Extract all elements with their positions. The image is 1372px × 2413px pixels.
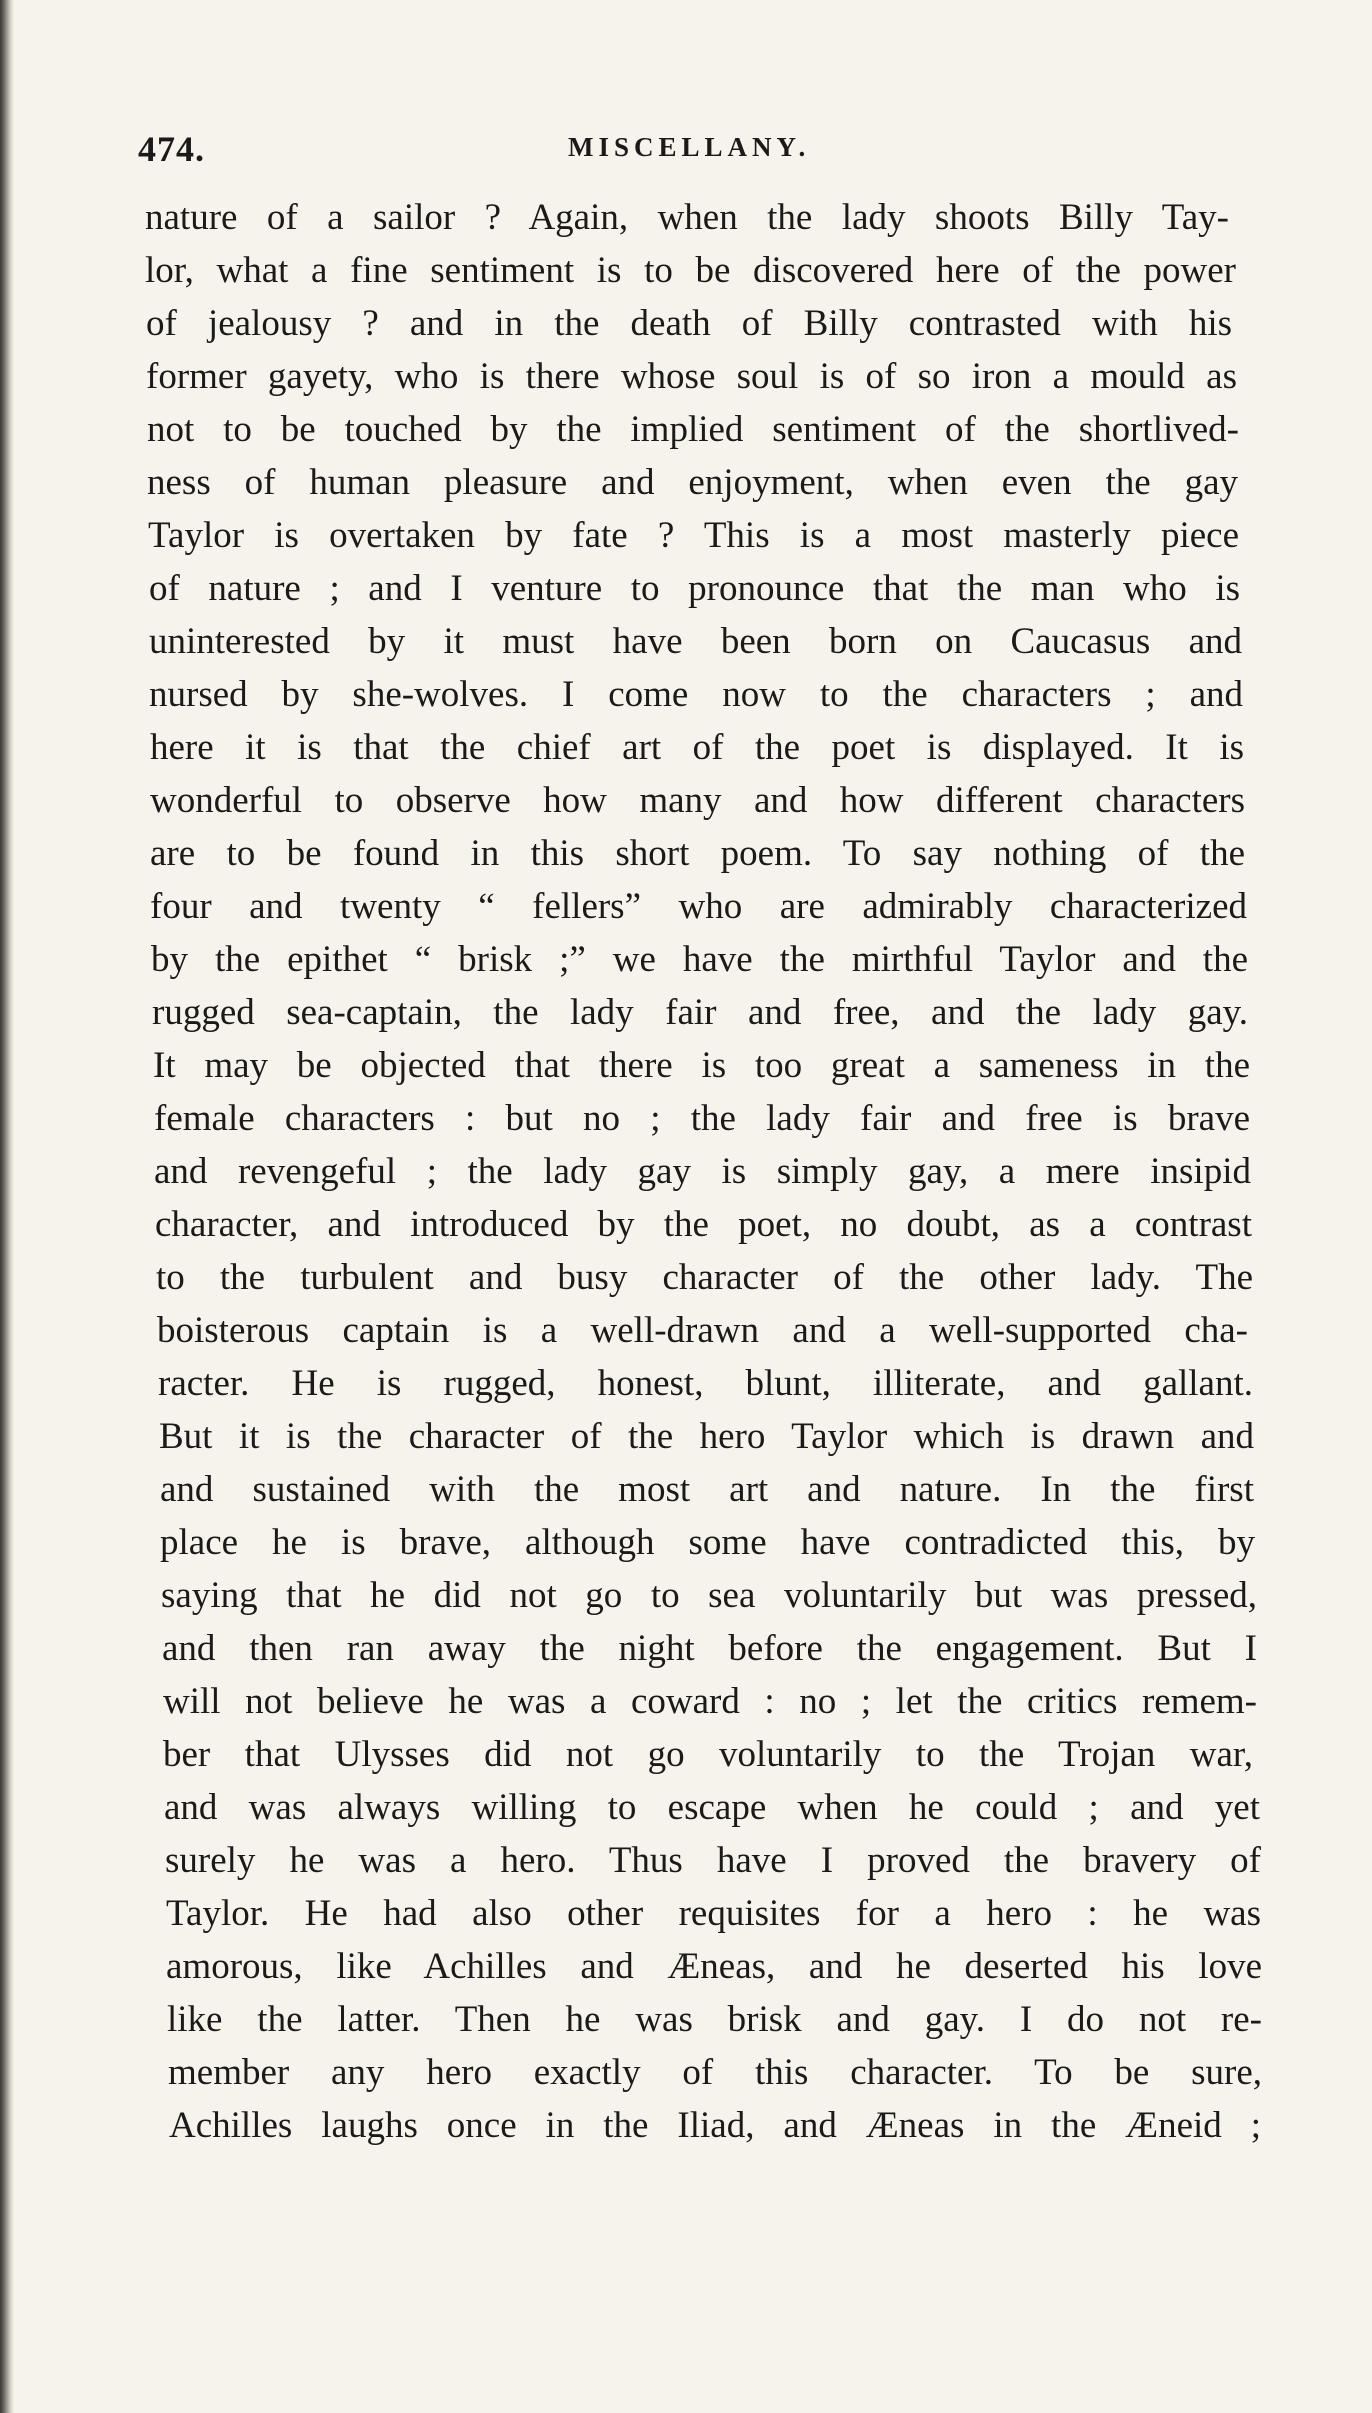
text-line: here it is that the chief art of the poet is displayed. It is [150, 727, 1244, 768]
text-line: Taylor is overtaken by fate ? This is a most masterly piece [148, 515, 1239, 556]
text-line: saying that he did not go to sea voluntarily but was pressed, [161, 1575, 1257, 1616]
text-line: uninterested by it must have been born on Caucasus and [149, 621, 1242, 662]
running-head: MISCELLANY. [568, 132, 811, 162]
text-line: ness of human pleasure and enjoyment, when even the gay [147, 462, 1238, 503]
text-line: like the latter. Then he was brisk and gay. I do not re- [167, 1999, 1262, 2040]
text-line: female characters : but no ; the lady fair and free is brave [154, 1098, 1250, 1139]
text-line: surely he was a hero. Thus have I proved the bravery of [165, 1840, 1261, 1881]
text-line: character, and introduced by the poet, no doubt, as a contrast [155, 1204, 1252, 1245]
text-line: not to be touched by the implied sentiment of the shortlived- [147, 409, 1239, 450]
text-line: amorous, like Achilles and Æneas, and he deserted his love [166, 1946, 1262, 1987]
text-line: four and twenty “ fellers” who are admirably characterized [150, 886, 1247, 927]
text-line: nature of a sailor ? Again, when the lady shoots Billy Tay- [145, 197, 1229, 238]
text-line: of jealousy ? and in the death of Billy contrasted with his [146, 303, 1232, 344]
text-line: and then ran away the night before the engagement. But I [162, 1628, 1257, 1669]
text-line: racter. He is rugged, honest, blunt, illiterate, and gallant. [158, 1363, 1253, 1404]
text-line: But it is the character of the hero Taylor which is drawn and [159, 1416, 1254, 1457]
text-line: Achilles laughs once in the Iliad, and Æneas in the Æneid ; [169, 2105, 1261, 2146]
text-line: member any hero exactly of this character. To be sure, [168, 2052, 1262, 2093]
text-line: Taylor. He had also other requisites for a hero : he was [166, 1893, 1261, 1934]
text-line: ber that Ulysses did not go voluntarily to the Trojan war, [163, 1734, 1253, 1775]
page-binding-edge [0, 0, 14, 2413]
text-line: boisterous captain is a well-drawn and a well-supported cha- [157, 1310, 1248, 1351]
text-line: nursed by she-wolves. I come now to the characters ; and [149, 674, 1243, 715]
text-line: will not believe he was a coward : no ; let the critics remem- [163, 1681, 1257, 1722]
text-line: and sustained with the most art and nature. In the first [160, 1469, 1254, 1510]
text-line: rugged sea-captain, the lady fair and free, and the lady gay. [152, 992, 1248, 1033]
text-line: wonderful to observe how many and how different characters [150, 780, 1245, 821]
text-line: by the epithet “ brisk ;” we have the mirthful Taylor and the [151, 939, 1248, 980]
text-line: place he is brave, although some have contradicted this, by [160, 1522, 1255, 1563]
text-line: It may be objected that there is too great a sameness in the [153, 1045, 1250, 1086]
text-line: former gayety, who is there whose soul is of so iron a mould as [146, 356, 1237, 397]
text-line: are to be found in this short poem. To say nothing of the [150, 833, 1245, 874]
text-line: and was always willing to escape when he could ; and yet [164, 1787, 1260, 1828]
page-header [138, 128, 1248, 178]
text-line: and revengeful ; the lady gay is simply gay, a mere insipid [154, 1151, 1251, 1192]
text-line: lor, what a fine sentiment is to be discovered here of the power [145, 250, 1236, 291]
text-line: to the turbulent and busy character of the other lady. The [156, 1257, 1253, 1298]
page-number: 474. [138, 129, 205, 169]
text-line: of nature ; and I venture to pronounce that the man who is [149, 568, 1240, 609]
